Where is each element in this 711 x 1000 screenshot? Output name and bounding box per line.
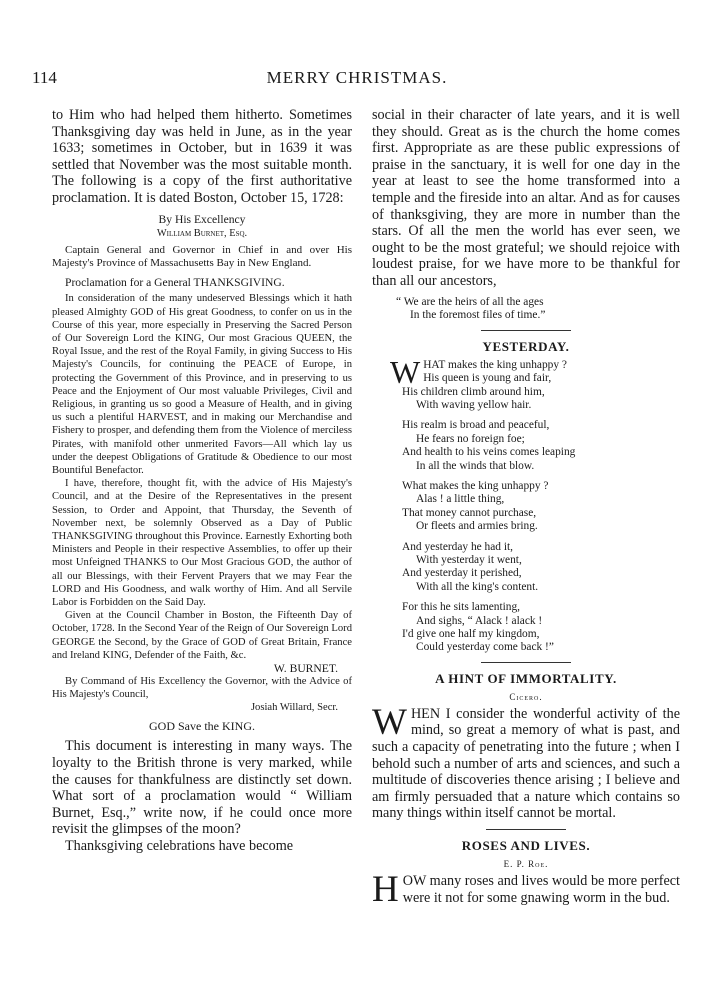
- right-column: [372, 107, 680, 910]
- poem-line: In all the winds that blow.: [416, 459, 535, 472]
- poem-stanza-1: [390, 353, 680, 413]
- signature: W. BURNET.: [273, 662, 338, 676]
- poem-line: Or fleets and armies bring.: [416, 520, 538, 533]
- poem-line: With all the king's content.: [416, 580, 539, 593]
- section-divider: [481, 662, 571, 663]
- poem-line: For this he sits lamenting,: [402, 601, 521, 614]
- poem-line: He fears no foreign foe;: [416, 432, 525, 445]
- proclamation-paragraph-1: In consideration of the many undeserved Blessings which it hath pleased Almighty GOD of His great Goodness, to confer on us in the Course of this year, more especially in Preserving the Sacred Person of Our Sovereign Lord the KING, Our most Gracious QUEEN, the Royal Issue, and the rest of the Royal Family, in giving Success to His Majesty's Councils, for continuing the PEACE of Europe, in protecting the Government of this Province, and in preserving to us Peace and the Enjoyment of Our most valuable Privileges, Civil and Religious, in granting us so good a Measure of Health, and in giving us such a plentiful HARVEST, and in making our Merchandise and Fishery to prosper, and defending them from the Violence of merciless Pirates, with manifold other unmerited Favors—All which lay us under the deepest Obligations of Gratitude & Obedience to our most Bountiful Benefactor.: [52, 293, 352, 477]
- poem-line: And sighs, “ Alack ! alack !: [416, 614, 543, 627]
- quote-line-1: “ We are the heirs of all the ages: [396, 295, 544, 308]
- yesterday-poem: [390, 353, 680, 655]
- drop-cap: W: [372, 701, 407, 743]
- hint-paragraph: [372, 701, 680, 822]
- poem-line: With yesterday it went,: [416, 554, 522, 566]
- poem-line: Could yesterday come back !”: [416, 641, 554, 654]
- poem-line: And yesterday it perished,: [402, 567, 522, 580]
- poem-line: And health to his veins comes leaping: [402, 446, 576, 459]
- poem-line: His realm is broad and peaceful,: [402, 419, 550, 432]
- hint-text: HEN I consider the wonderful activity of the mind, so great a memory of what is past, and such a capacity of penetrating into the future ; when I behold such a number of arts and sciences, and such a multitude of discoveries thence arising ; I believe and am firmly persuaded that a nature which contains so many things within itself cannot be mortal.: [372, 705, 680, 822]
- outro-last-line: Thanksgiving celebrations have become: [65, 838, 294, 855]
- by-his-excellency: By His Excellency: [158, 212, 246, 226]
- roses-title: ROSES AND LIVES.: [461, 838, 591, 853]
- poem-stanza-2: [402, 419, 680, 473]
- poem-line: With waving yellow hair.: [416, 398, 532, 411]
- page-header: [32, 68, 682, 94]
- poem-line: I'd give one half my kingdom,: [402, 628, 540, 641]
- roses-paragraph: [372, 869, 680, 910]
- poem-stanza-3: [402, 480, 680, 534]
- poem-stanza-5: [402, 601, 680, 655]
- proclamation-paragraph-3: Given at the Council Chamber in Boston, the Fifteenth Day of October, 1728. In the Second Year of the Reign of Our Sovereign Lord GEORGE the Second, by the Grace of GOD of Great Britain, France and Ireland KING, Defender of the Faith, &c.: [52, 610, 352, 661]
- governor-title: Captain General and Governor in Chief in and over His Majesty's Province of Massachusetts Bay in New England.: [52, 243, 352, 269]
- secretary-signature: Josiah Willard, Secr.: [250, 702, 338, 714]
- poem-stanza-4: [402, 541, 680, 595]
- hint-title: A HINT OF IMMORTALITY.: [435, 670, 617, 686]
- poem-line: His children climb around him,: [402, 385, 545, 398]
- by-command: By Command of His Excellency the Governor, with the Advice of His Majesty's Council,: [52, 676, 352, 701]
- running-title: MERRY CHRISTMAS.: [266, 68, 448, 87]
- page-number: 114: [32, 68, 57, 87]
- proclamation-paragraph-2: I have, therefore, thought fit, with the advice of His Majesty's Council, and at the Desire of the Representatives in the present Session, to Order and Appoint, that Thursday, the Seventh of November next, be solemnly Observed as a Day of Public THANKSGIVING throughout this Province. Earnestly Exhorting both Ministers and People in their respective Assemblies, to offer up their most Unfeigned THANKS to Our Most Gracious GOD, the author of all our Blessings, with their Fervent Prayers that we may Fear the LORD and His Goodness, and walk worthy of Him. And all Servile Labor is Forbidden on the Said Day.: [52, 478, 352, 609]
- proclamation-title: Proclamation for a General THANKSGIVING.: [65, 276, 285, 290]
- god-save-the-king: GOD Save the KING.: [149, 719, 255, 734]
- quote-line-2: In the foremost files of time.”: [410, 309, 546, 322]
- poem-line: What makes the king unhappy ?: [402, 479, 549, 492]
- outro-paragraph: This document is interesting in many ways. The loyalty to the British throne is very marked, while the causes for thankfulness are distinctly set down. What sort of a proclamation would “ William Burnet, Esq.,” write now, if he could once more revisit the glimpses of the moon?: [52, 738, 352, 838]
- poem-line: HAT makes the king unhappy ?: [423, 358, 567, 371]
- governor-name: William Burnet, Esq.: [156, 227, 248, 239]
- section-divider: [486, 829, 566, 830]
- hint-author: Cicero.: [509, 691, 543, 702]
- poem-line: And yesterday he had it,: [402, 540, 514, 553]
- yesterday-title: YESTERDAY.: [482, 338, 570, 354]
- drop-cap: W: [390, 353, 421, 390]
- drop-cap: H: [372, 869, 399, 910]
- tennyson-quote: [396, 296, 680, 323]
- poem-line: His queen is young and fair,: [423, 372, 552, 385]
- roses-author: E. P. Roe.: [503, 859, 549, 869]
- left-column: [52, 107, 352, 855]
- section-divider: [481, 330, 571, 331]
- poem-line: Alas ! a little thing,: [416, 493, 505, 506]
- intro-paragraph: to Him who had helped them hitherto. Sometimes Thanksgiving day was held in June, as in the year 1633; sometimes in October, but in 1639 it was settled that November was the most suitable month. The following is a copy of the first authoritative proclamation. It is dated Boston, October 15, 1728:: [52, 107, 352, 206]
- poem-line: That money cannot purchase,: [402, 506, 537, 519]
- roses-text: OW many roses and lives would be more perfect were it not for some gnawing worm in the bud.: [402, 873, 680, 906]
- continuation-paragraph: social in their character of late years, and it is well they should. Great as is the church the home comes first. Appropriate as are these public expressions of praise in the sanctuary, it is well for one day in the year at least to see the home transformed into a temple and the fireside into an altar. And as for causes of thanksgiving, they are more in number than the stars. Of all the men the world has ever seen, we ought to be the most grateful; we should rejoice with loudest praise, for we have more to be thankful for than all our ancestors,: [372, 107, 680, 289]
